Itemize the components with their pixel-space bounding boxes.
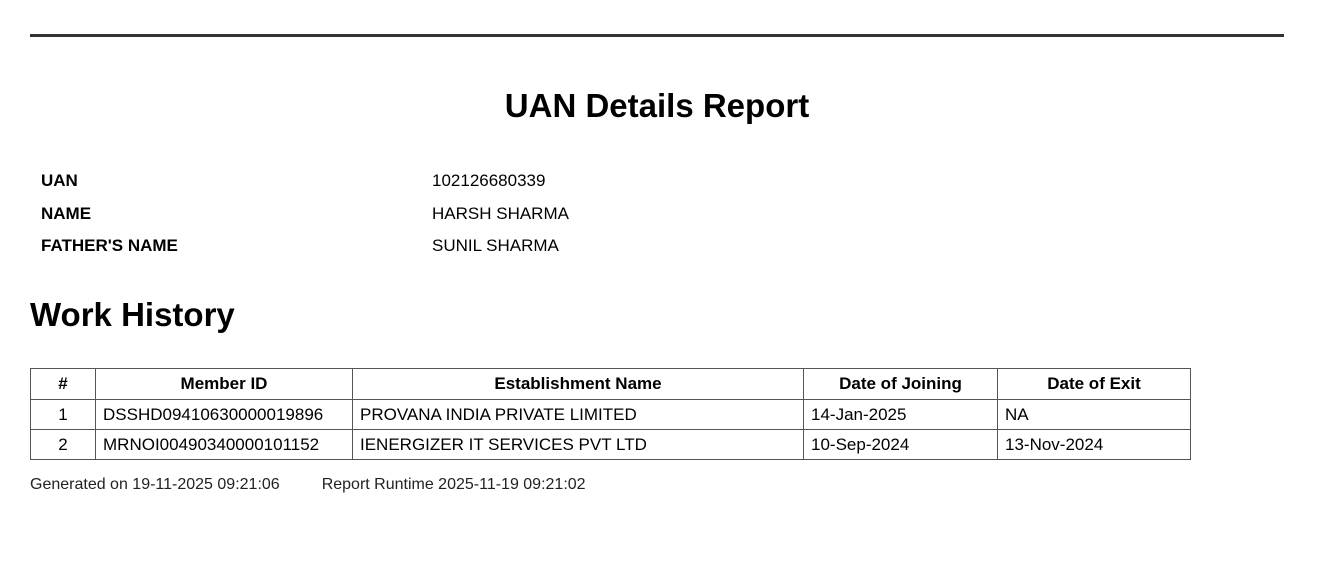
info-row-name	[41, 198, 569, 231]
cell-index: 2	[31, 430, 96, 460]
column-header-member-id: Member ID	[96, 369, 353, 400]
cell-date-of-exit: 13-Nov-2024	[998, 430, 1191, 460]
member-info-table	[41, 165, 569, 263]
cell-date-of-joining: 10-Sep-2024	[804, 430, 998, 460]
info-row-uan	[41, 165, 569, 198]
cell-date-of-exit: NA	[998, 400, 1191, 430]
top-divider	[30, 34, 1284, 37]
cell-date-of-joining: 14-Jan-2025	[804, 400, 998, 430]
generated-timestamp: Generated on 19-11-2025 09:21:06	[30, 476, 280, 493]
report-runtime: Report Runtime 2025-11-19 09:21:02	[321, 476, 586, 493]
column-header-date-of-joining: Date of Joining	[804, 369, 998, 400]
report-title: UAN Details Report	[504, 87, 810, 124]
column-header-date-of-exit: Date of Exit	[998, 369, 1191, 400]
fathers-name-label: FATHER'S NAME	[41, 236, 178, 256]
report-footer	[30, 475, 586, 495]
cell-establishment-name: PROVANA INDIA PRIVATE LIMITED	[353, 400, 804, 430]
name-value: HARSH SHARMA	[432, 203, 569, 223]
fathers-name-value: SUNIL SHARMA	[432, 236, 559, 256]
column-header-index: #	[31, 369, 96, 400]
work-history-title: Work History	[30, 296, 235, 333]
uan-label: UAN	[41, 171, 78, 191]
uan-value: 102126680339	[432, 171, 546, 191]
table-row	[31, 400, 1191, 430]
work-history-table	[30, 368, 1191, 460]
name-label: NAME	[41, 203, 92, 223]
info-row-fathers-name	[41, 230, 569, 263]
cell-index: 1	[31, 400, 96, 430]
cell-member-id: DSSHD09410630000019896	[96, 400, 353, 430]
cell-establishment-name: IENERGIZER IT SERVICES PVT LTD	[353, 430, 804, 460]
table-row	[31, 430, 1191, 460]
cell-member-id: MRNOI00490340000101152	[96, 430, 353, 460]
column-header-establishment-name: Establishment Name	[353, 369, 804, 400]
table-header-row	[31, 369, 1191, 400]
